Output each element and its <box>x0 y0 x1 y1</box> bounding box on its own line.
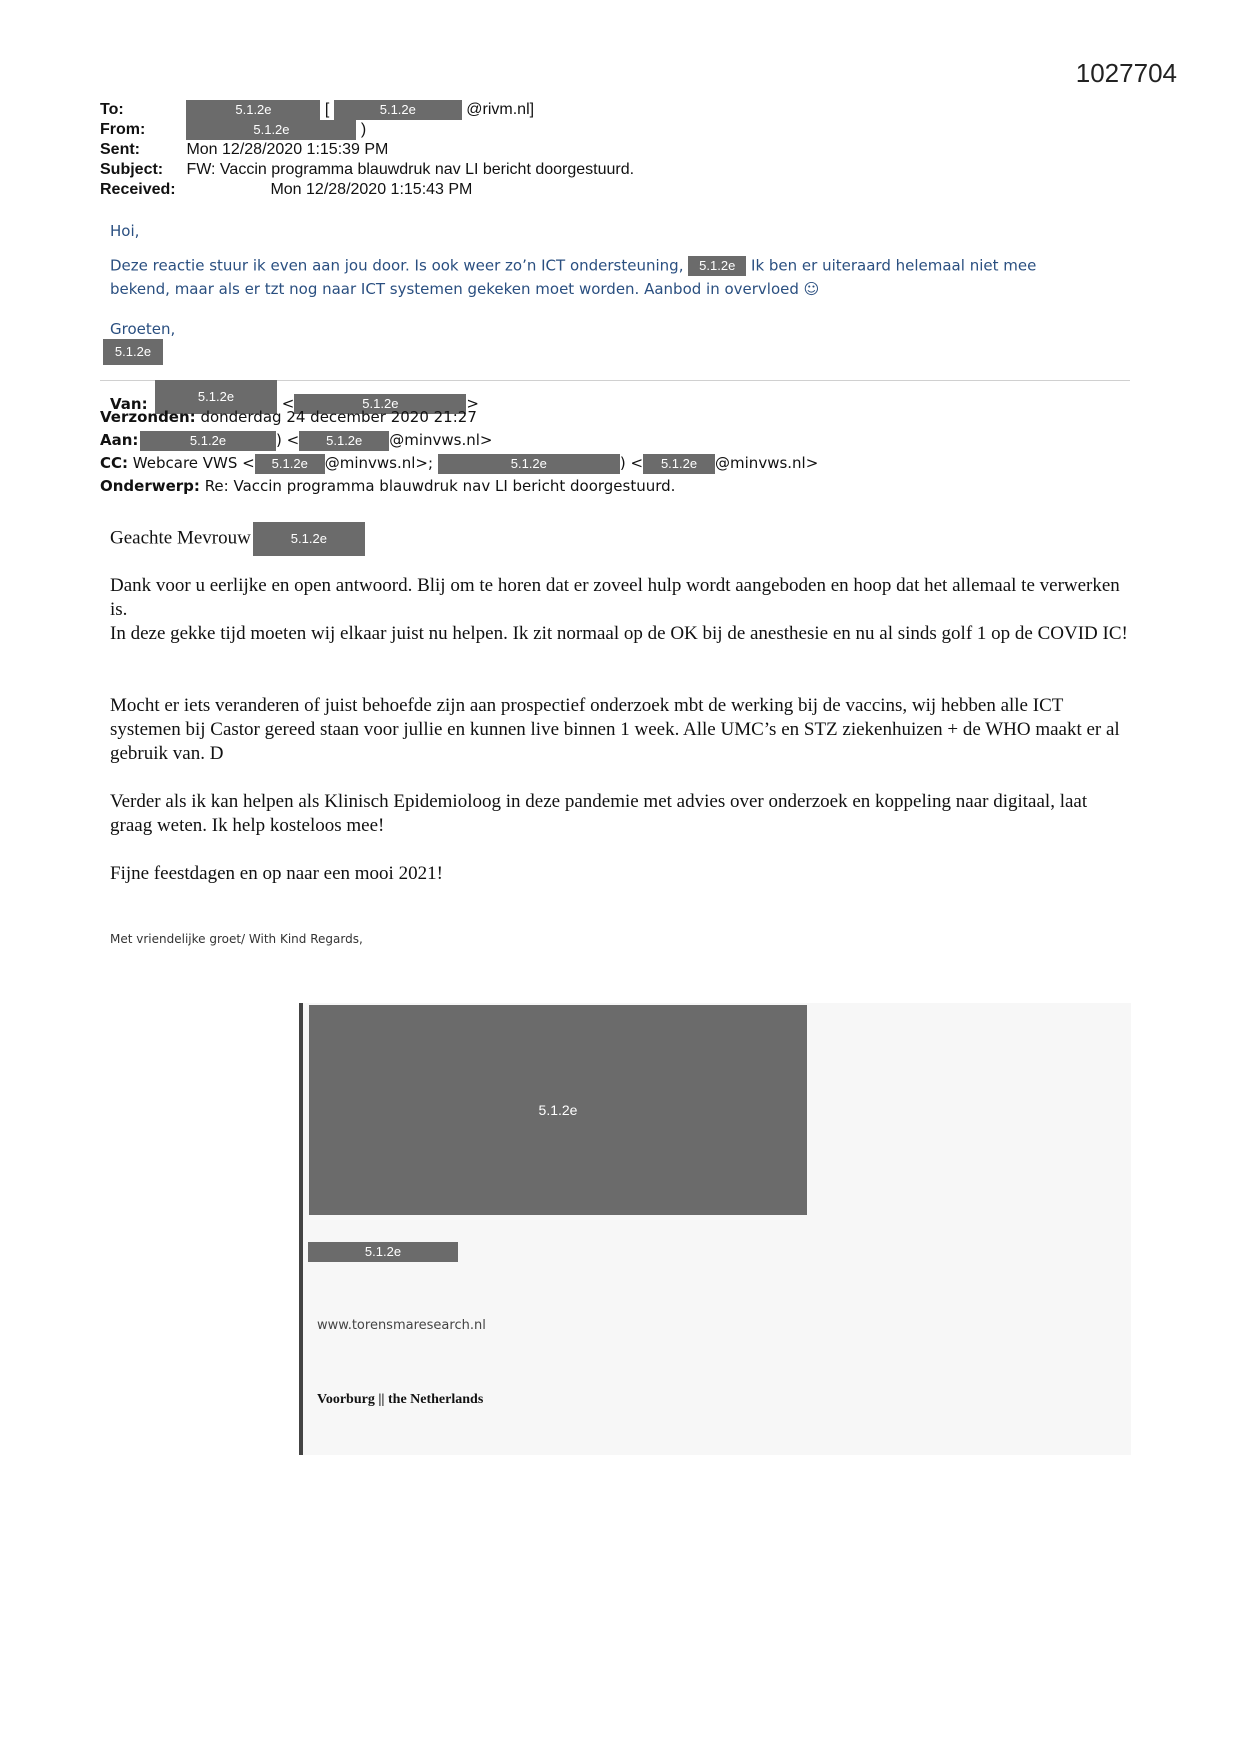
cc-mid-2: ) < <box>619 454 644 472</box>
van-lt: < <box>281 394 295 413</box>
header-to-row <box>100 100 534 120</box>
regards-line: Met vriendelijke groet/ With Kind Regards, <box>110 932 363 946</box>
onderwerp-value: Re: Vaccin programma blauwdruk nav LI bericht doorgestuurd. <box>204 477 676 495</box>
redaction-box: 5.1.2e <box>253 522 365 556</box>
redaction-box: 5.1.2e <box>438 454 620 474</box>
forward-line-2: bekend, maar als er tzt nog naar ICT systemen gekeken moet worden. Aanbod in overvloed ☺ <box>110 280 820 298</box>
van-label: Van: <box>110 394 148 413</box>
redaction-box: 5.1.2e <box>155 380 277 414</box>
cc-start: Webcare VWS < <box>132 454 255 472</box>
sent-value: Mon 12/28/2020 1:15:39 PM <box>186 141 389 158</box>
redaction-box: 5.1.2e <box>103 339 163 365</box>
verzonden-label: Verzonden: <box>100 408 196 426</box>
forward-line-1-start: Deze reactie stuur ik even aan jou door. Is ook weer zo’n ICT ondersteuning, <box>110 256 684 275</box>
subject-value: FW: Vaccin programma blauwdruk nav LI bericht doorgestuurd. <box>186 161 635 178</box>
orig-aan-row <box>100 430 492 451</box>
paragraph-3: Mocht er iets veranderen of juist behoefde zijn aan prospectief onderzoek mbt de werking bij de vaccins, wij hebben alle ICT systemen bij Castor gereed staan voor jullie en kunnen live binnen 1 week. Alle UMC’s en STZ ziekenhuizen + de WHO maakt er al gebruik van. D <box>110 695 1120 764</box>
forward-line-1 <box>110 256 1036 276</box>
cc-mid-1: @minvws.nl>; <box>324 454 434 472</box>
forward-signature <box>103 339 163 365</box>
redaction-box: 5.1.2e <box>140 431 276 451</box>
redacted-signature-image: 5.1.2e <box>309 1005 807 1215</box>
to-email-domain: @rivm.nl] <box>466 101 535 119</box>
header-sent-row <box>100 140 388 160</box>
signature-location: Voorburg || the Netherlands <box>317 1392 484 1407</box>
forward-line-1-end: Ik ben er uiteraard helemaal niet mee <box>751 256 1037 275</box>
redaction-box: 5.1.2e <box>299 431 389 451</box>
sent-label: Sent: <box>100 141 140 158</box>
paragraph-4: Verder als ik kan helpen als Klinisch Epidemioloog in deze pandemie met advies over onderzoek en koppeling naar digitaal, laat graag weten. Ik help kosteloos mee! <box>110 791 1088 836</box>
header-received-row <box>100 180 472 200</box>
redaction-box: 5.1.2e <box>294 394 466 414</box>
header-subject-row <box>100 160 634 180</box>
from-label: From: <box>100 121 146 139</box>
onderwerp-label: Onderwerp: <box>100 477 200 495</box>
signature-website: www.torensmaresearch.nl <box>317 1318 486 1333</box>
redaction-box: 5.1.2e <box>186 120 356 140</box>
received-label: Received: <box>100 181 176 198</box>
paragraph-5: Fijne feestdagen en op naar een mooi 2021! <box>110 863 443 884</box>
salutation-row <box>110 522 1130 556</box>
header-from-row <box>100 120 366 140</box>
orig-verzonden-row <box>100 407 477 427</box>
paragraph-1: Dank voor u eerlijke en open antwoord. Blij om te horen dat er zoveel hulp wordt aangeboden en hoop dat het allemaal te verwerken is. <box>110 575 1120 620</box>
to-label: To: <box>100 101 124 119</box>
redaction-box: 5.1.2e <box>308 1242 458 1262</box>
forward-greeting: Hoi, <box>110 222 140 240</box>
redaction-box: 5.1.2e <box>255 454 325 474</box>
redaction-box: 5.1.2e <box>334 100 462 120</box>
paragraph-2: In deze gekke tijd moeten wij elkaar juist nu helpen. Ik zit normaal op de OK bij de anesthesie en nu al sinds golf 1 op de COVID IC! <box>110 623 1128 644</box>
verzonden-value: donderdag 24 december 2020 21:27 <box>200 408 477 426</box>
aan-label: Aan: <box>100 431 139 449</box>
aan-mid: ) < <box>276 431 300 449</box>
aan-email-domain: @minvws.nl> <box>389 431 493 449</box>
van-gt: > <box>466 394 479 413</box>
redaction-box: 5.1.2e <box>186 100 320 120</box>
subject-label: Subject: <box>100 161 164 178</box>
from-suffix: ) <box>360 121 367 139</box>
signature-bar <box>299 1003 303 1455</box>
orig-cc-row <box>100 453 818 474</box>
received-value: Mon 12/28/2020 1:15:43 PM <box>270 181 473 198</box>
cc-email-domain: @minvws.nl> <box>715 454 819 472</box>
forward-closing: Groeten, <box>110 320 176 338</box>
redaction-box: 5.1.2e <box>643 454 715 474</box>
salutation: Geachte Mevrouw <box>110 527 251 549</box>
redaction-box: 5.1.2e <box>688 256 746 276</box>
orig-onderwerp-row <box>100 476 675 496</box>
signature-name-row <box>308 1242 458 1262</box>
to-bracket: [ <box>324 101 330 119</box>
document-id: 1027704 <box>1075 58 1177 88</box>
cc-label: CC: <box>100 454 129 472</box>
